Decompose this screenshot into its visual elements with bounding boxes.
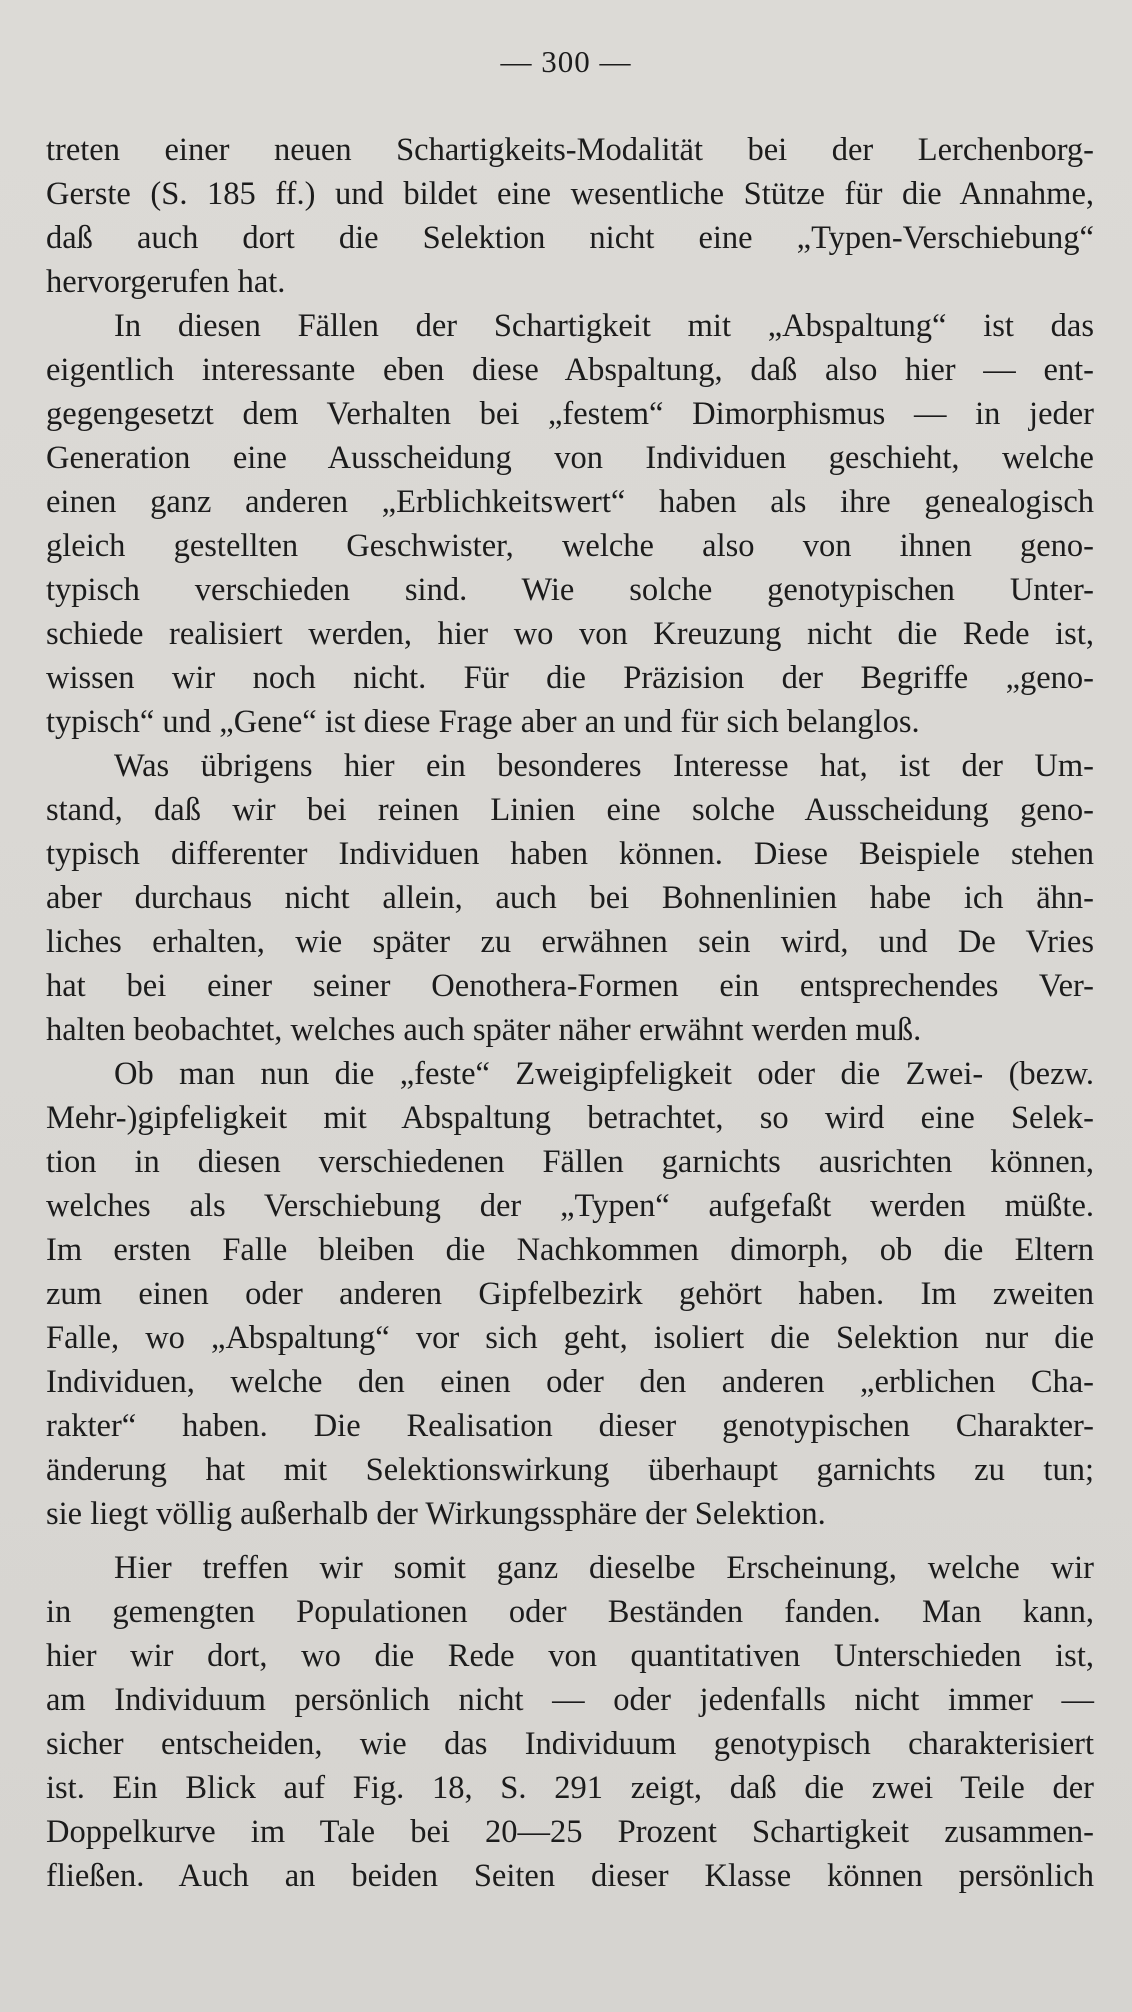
- text-line: Im ersten Falle bleiben die Nachkommen dimorph, ob die Eltern: [46, 1232, 1094, 1268]
- text-line: ist. Ein Blick auf Fig. 18, S. 291 zeigt, daß die zwei Teile der: [46, 1770, 1094, 1806]
- text-line: eigentlich interessante eben diese Abspaltung, daß also hier — ent-: [46, 352, 1094, 388]
- text-line: Hier treffen wir somit ganz dieselbe Erscheinung, welche wir: [114, 1550, 1094, 1586]
- text-line: typisch“ und „Gene“ ist diese Frage aber an und für sich belanglos.: [46, 704, 920, 740]
- text-line: änderung hat mit Selektionswirkung überhaupt garnichts zu tun;: [46, 1452, 1094, 1488]
- text-line: typisch verschieden sind. Wie solche genotypischen Unter-: [46, 572, 1094, 608]
- text-line: einen ganz anderen „Erblichkeitswert“ haben als ihre genealogisch: [46, 484, 1094, 520]
- text-line: liches erhalten, wie später zu erwähnen sein wird, und De Vries: [46, 924, 1094, 960]
- text-line: In diesen Fällen der Schartigkeit mit „Abspaltung“ ist das: [114, 308, 1094, 344]
- text-line: in gemengten Populationen oder Beständen fanden. Man kann,: [46, 1594, 1094, 1630]
- text-line: aber durchaus nicht allein, auch bei Bohnenlinien habe ich ähn-: [46, 880, 1094, 916]
- text-line: zum einen oder anderen Gipfelbezirk gehört haben. Im zweiten: [46, 1276, 1094, 1312]
- text-line: Falle, wo „Abspaltung“ vor sich geht, isoliert die Selektion nur die: [46, 1320, 1094, 1356]
- text-line: Doppelkurve im Tale bei 20—25 Prozent Schartigkeit zusammen-: [46, 1814, 1094, 1850]
- text-line: typisch differenter Individuen haben können. Diese Beispiele stehen: [46, 836, 1094, 872]
- body-text: [46, 128, 1094, 1898]
- text-line: hervorgerufen hat.: [46, 264, 286, 300]
- text-line: halten beobachtet, welches auch später näher erwähnt werden muß.: [46, 1012, 922, 1048]
- paragraph: [46, 128, 1094, 304]
- text-line: sie liegt völlig außerhalb der Wirkungssphäre der Selektion.: [46, 1496, 826, 1532]
- text-line: tion in diesen verschiedenen Fällen garnichts ausrichten können,: [46, 1144, 1094, 1180]
- text-line: hier wir dort, wo die Rede von quantitativen Unterschieden ist,: [46, 1638, 1094, 1674]
- text-line: am Individuum persönlich nicht — oder jedenfalls nicht immer —: [46, 1682, 1094, 1718]
- text-line: Gerste (S. 185 ff.) und bildet eine wesentliche Stütze für die Annahme,: [46, 176, 1094, 212]
- text-line: Was übrigens hier ein besonderes Interesse hat, ist der Um-: [114, 748, 1094, 784]
- text-line: fließen. Auch an beiden Seiten dieser Klasse können persönlich: [46, 1858, 1094, 1894]
- text-line: welches als Verschiebung der „Typen“ aufgefaßt werden müßte.: [46, 1188, 1094, 1224]
- paragraph: [46, 304, 1094, 744]
- text-line: Individuen, welche den einen oder den anderen „erblichen Cha-: [46, 1364, 1094, 1400]
- text-line: hat bei einer seiner Oenothera-Formen ein entsprechendes Ver-: [46, 968, 1094, 1004]
- text-line: treten einer neuen Schartigkeits-Modalität bei der Lerchenborg-: [46, 132, 1094, 168]
- text-line: rakter“ haben. Die Realisation dieser genotypischen Charakter-: [46, 1408, 1094, 1444]
- page-number: — 300 —: [500, 44, 632, 79]
- text-line: gegengesetzt dem Verhalten bei „festem“ Dimorphismus — in jeder: [46, 396, 1094, 432]
- text-line: wissen wir noch nicht. Für die Präzision der Begriffe „geno-: [46, 660, 1094, 696]
- text-line: stand, daß wir bei reinen Linien eine solche Ausscheidung geno-: [46, 792, 1094, 828]
- text-line: sicher entscheiden, wie das Individuum genotypisch charakterisiert: [46, 1726, 1094, 1762]
- paragraph: [46, 1546, 1094, 1898]
- text-line: Ob man nun die „feste“ Zweigipfeligkeit oder die Zwei- (bezw.: [114, 1056, 1094, 1092]
- text-line: Generation eine Ausscheidung von Individuen geschieht, welche: [46, 440, 1094, 476]
- paragraph: [46, 1052, 1094, 1536]
- text-line: Mehr-)gipfeligkeit mit Abspaltung betrachtet, so wird eine Selek-: [46, 1100, 1094, 1136]
- text-line: gleich gestellten Geschwister, welche also von ihnen geno-: [46, 528, 1094, 564]
- text-line: schiede realisiert werden, hier wo von Kreuzung nicht die Rede ist,: [46, 616, 1094, 652]
- paragraph: [46, 744, 1094, 1052]
- text-line: daß auch dort die Selektion nicht eine „Typen-Verschiebung“: [46, 220, 1094, 256]
